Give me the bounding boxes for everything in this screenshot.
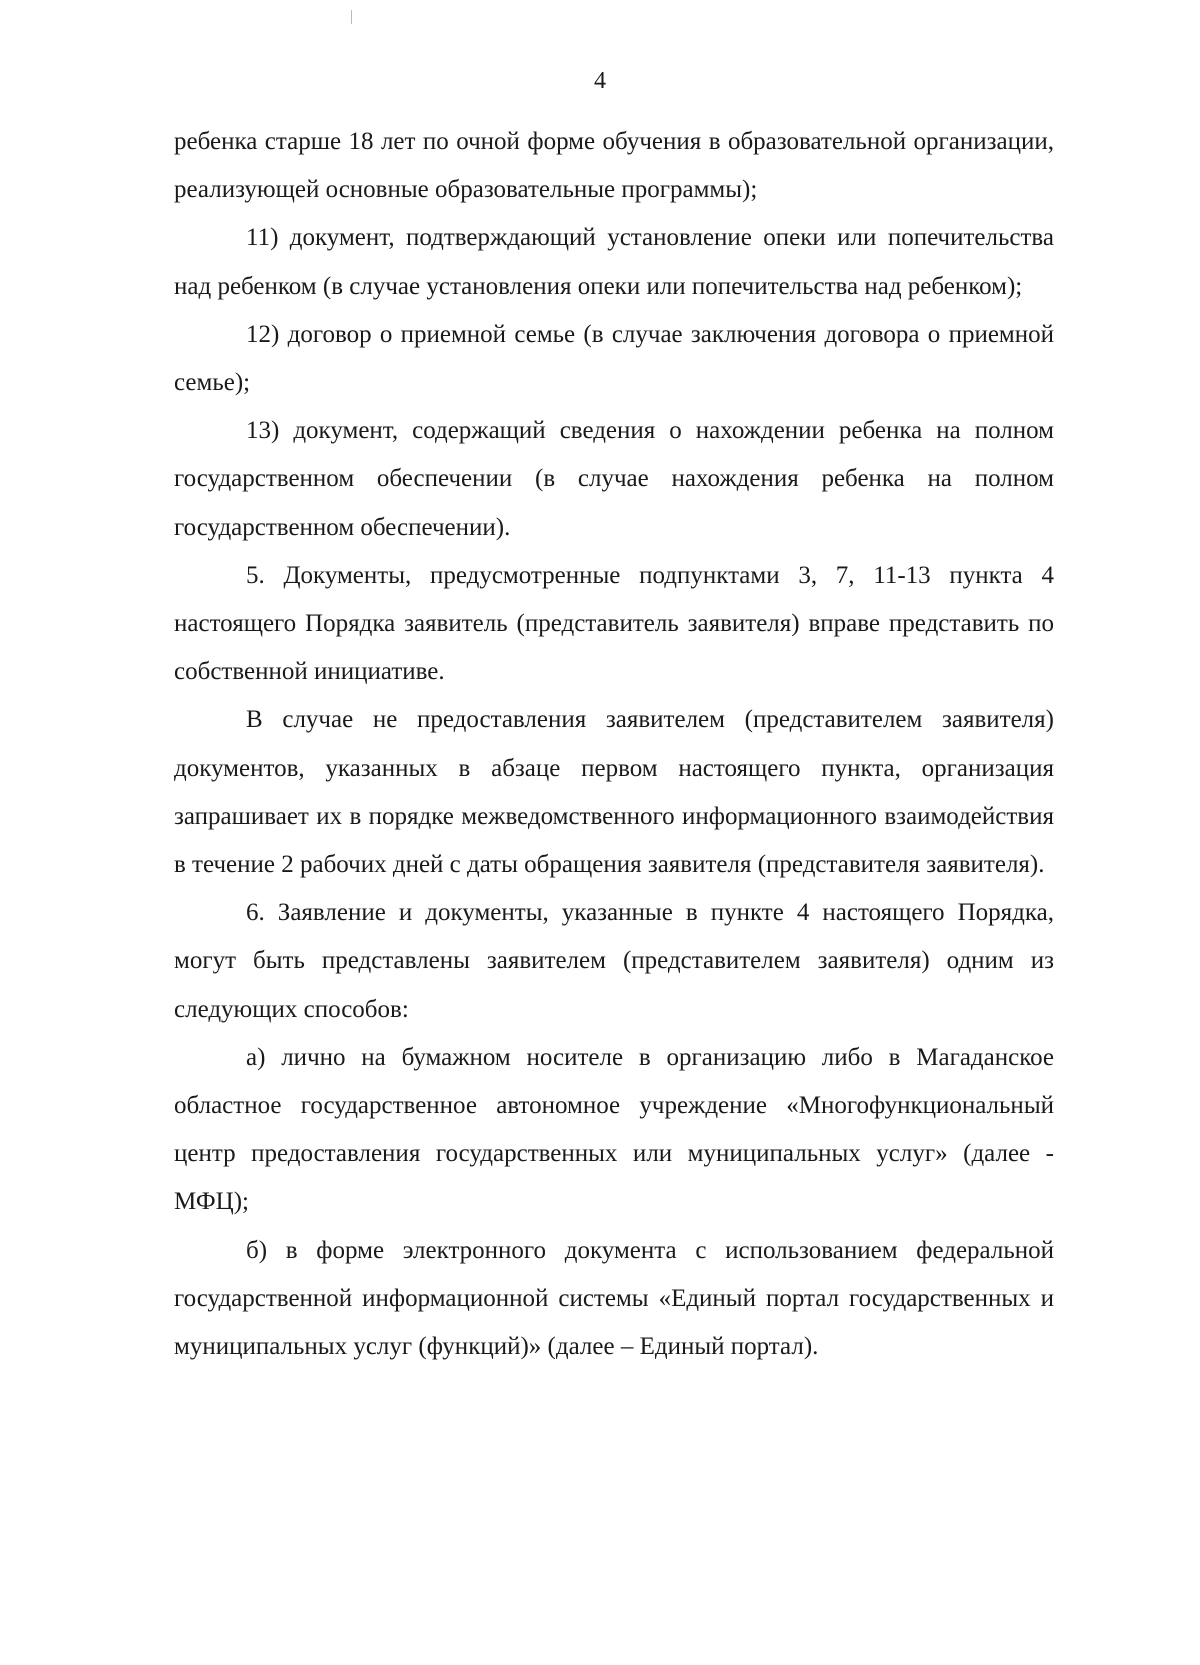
paragraph-item-12: 12) договор о приемной семье (в случае заключения договора о приемной семье); [174, 320, 1054, 397]
paragraph-clause-5: 5. Документы, предусмотренные подпунктами 3, 7, 11-13 пункта 4 настоящего Порядка заявитель (представитель заявителя) вправе представить по собственной инициативе. [174, 561, 1054, 686]
paragraph-clause-5-second: В случае не предоставления заявителем (представителем заявителя) документов, указанных в абзаце первом настоящего пункта, организация запрашивает их в порядке межведомственного информационного взаимодействия в течение 2 рабочих дней с даты обращения заявителя (представителя заявителя). [174, 706, 1054, 879]
paragraph-item-b: б) в форме электронного документа с использованием федеральной государственной информационной системы «Единый портал государственных и муниципальных услуг (функций)» (далее – Единый портал). [174, 1236, 1054, 1361]
paragraph-item-11: 11) документ, подтверждающий установление опеки или попечительства над ребенком (в случае установления опеки или попечительства над ребенком); [174, 224, 1054, 300]
paragraph-item-13: 13) документ, содержащий сведения о нахождении ребенка на полном государственном обеспечении (в случае нахождения ребенка на полном государственном обеспечении). [174, 417, 1054, 541]
paragraph-clause-6: 6. Заявление и документы, указанные в пункте 4 настоящего Порядка, могут быть представлены заявителем (представителем заявителя) одним из следующих способов: [174, 899, 1054, 1023]
paragraph-continuation: ребенка старше 18 лет по очной форме обучения в образовательной организации, реализующей основные образовательные программы); [174, 128, 1054, 204]
scan-mark [351, 10, 352, 24]
page-number: 4 [594, 68, 606, 94]
paragraph-item-a: а) лично на бумажном носителе в организацию либо в Магаданское областное государственное автономное учреждение «Многофункциональный центр предоставления государственных или муниципальных услуг» (далее - МФЦ); [174, 1043, 1054, 1216]
document-body [174, 118, 1054, 1371]
